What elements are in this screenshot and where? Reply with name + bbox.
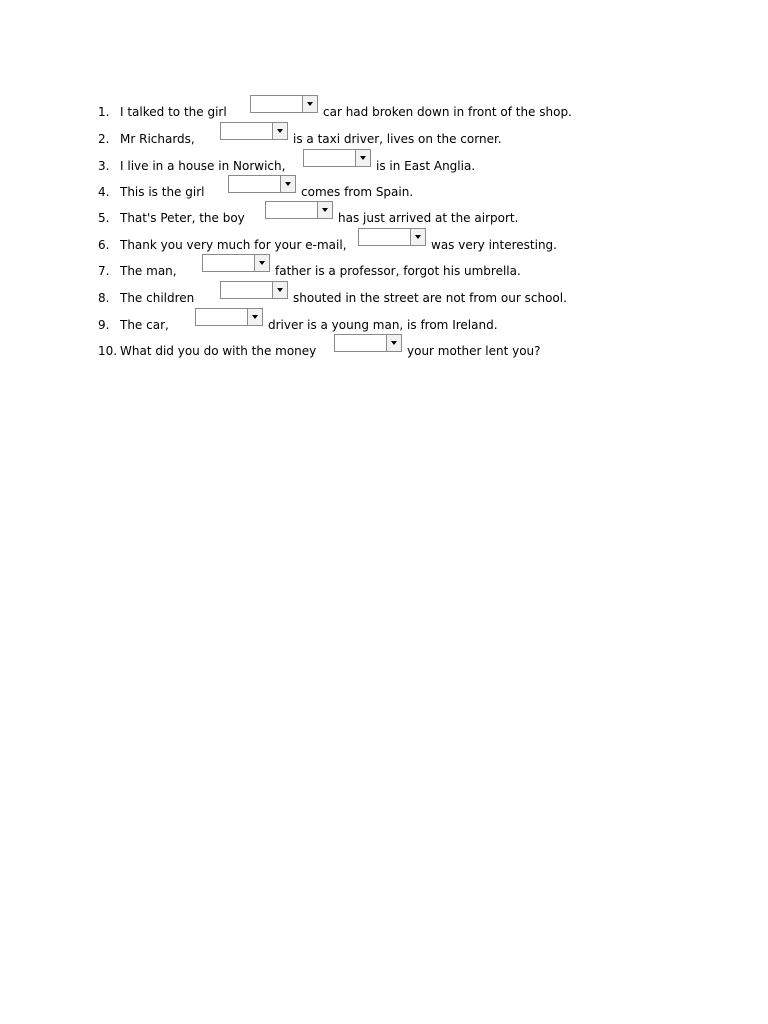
- chevron-down-icon[interactable]: [272, 123, 287, 139]
- sentence-end: comes from Spain.: [301, 185, 414, 199]
- relative-pronoun-dropdown[interactable]: [358, 228, 426, 246]
- relative-pronoun-dropdown[interactable]: [265, 201, 333, 219]
- relative-pronoun-dropdown[interactable]: [220, 281, 288, 299]
- sentence-end: car had broken down in front of the shop.: [323, 105, 572, 119]
- chevron-down-icon[interactable]: [280, 176, 295, 192]
- item-number: 2.: [98, 132, 110, 146]
- sentence-start: That's Peter, the boy: [120, 211, 245, 225]
- sentence-start: I live in a house in Norwich,: [120, 159, 286, 173]
- relative-pronoun-dropdown[interactable]: [195, 308, 263, 326]
- chevron-down-icon[interactable]: [410, 229, 425, 245]
- chevron-down-icon[interactable]: [302, 96, 317, 112]
- sentence-end: your mother lent you?: [407, 344, 541, 358]
- chevron-down-icon[interactable]: [254, 255, 269, 271]
- item-number: 3.: [98, 159, 110, 173]
- sentence-end: was very interesting.: [431, 238, 557, 252]
- item-number: 5.: [98, 211, 110, 225]
- item-number: 7.: [98, 264, 110, 278]
- item-number: 4.: [98, 185, 110, 199]
- relative-pronoun-dropdown[interactable]: [334, 334, 402, 352]
- relative-pronoun-dropdown[interactable]: [250, 95, 318, 113]
- sentence-end: is a taxi driver, lives on the corner.: [293, 132, 502, 146]
- item-number: 9.: [98, 318, 110, 332]
- relative-pronoun-dropdown[interactable]: [303, 149, 371, 167]
- item-number: 6.: [98, 238, 110, 252]
- sentence-start: Mr Richards,: [120, 132, 195, 146]
- sentence-end: father is a professor, forgot his umbrella.: [275, 264, 521, 278]
- sentence-end: shouted in the street are not from our school.: [293, 291, 567, 305]
- item-number: 8.: [98, 291, 110, 305]
- sentence-start: The car,: [120, 318, 169, 332]
- sentence-start: What did you do with the money: [120, 344, 317, 358]
- sentence-start: Thank you very much for your e-mail,: [120, 238, 347, 252]
- chevron-down-icon[interactable]: [317, 202, 332, 218]
- item-number: 10.: [98, 344, 118, 358]
- relative-pronoun-dropdown[interactable]: [228, 175, 296, 193]
- sentence-start: The man,: [120, 264, 177, 278]
- item-number: 1.: [98, 105, 110, 119]
- chevron-down-icon[interactable]: [355, 150, 370, 166]
- sentence-start: The children: [120, 291, 195, 305]
- chevron-down-icon[interactable]: [386, 335, 401, 351]
- chevron-down-icon[interactable]: [247, 309, 262, 325]
- sentence-start: I talked to the girl: [120, 105, 227, 119]
- sentence-end: has just arrived at the airport.: [338, 211, 519, 225]
- sentence-end: is in East Anglia.: [376, 159, 476, 173]
- chevron-down-icon[interactable]: [272, 282, 287, 298]
- sentence-end: driver is a young man, is from Ireland.: [268, 318, 498, 332]
- sentence-start: This is the girl: [120, 185, 205, 199]
- relative-pronoun-dropdown[interactable]: [220, 122, 288, 140]
- relative-pronoun-dropdown[interactable]: [202, 254, 270, 272]
